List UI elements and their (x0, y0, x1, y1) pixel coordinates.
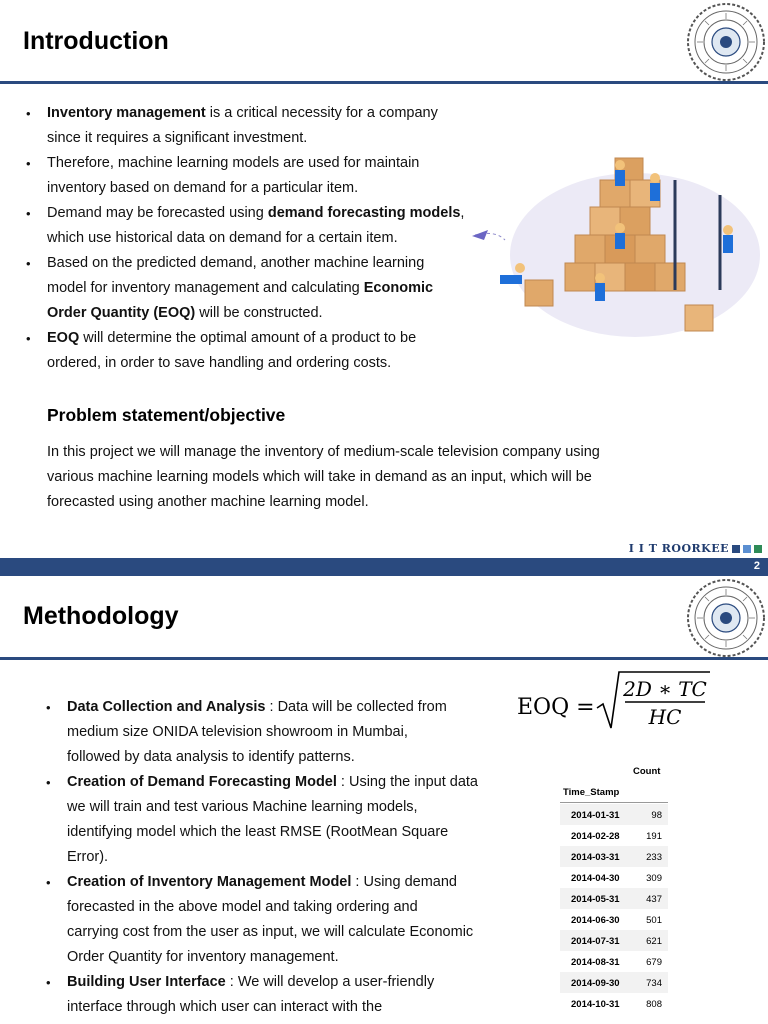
title-underline (0, 657, 768, 660)
row-date: 2014-08-31 (571, 957, 620, 968)
list-item: • Inventory management is a critical necessity for a company since it requires a significant investment. (23, 101, 473, 151)
table-row (560, 846, 668, 867)
brand-square-icon (754, 545, 762, 553)
row-date: 2014-04-30 (571, 873, 620, 884)
row-count: 233 (646, 852, 662, 863)
list-item: • Building User Interface : We will develop a user-friendly interface through which user can interact with the (43, 970, 513, 1020)
row-date: 2014-03-31 (571, 852, 620, 863)
row-count: 679 (646, 957, 662, 968)
bullet-icon: • (26, 206, 31, 221)
row-count: 437 (646, 894, 662, 905)
page-number: 2 (753, 560, 760, 572)
table-row (560, 867, 668, 888)
bullet-icon: • (46, 700, 51, 715)
table-row (560, 888, 668, 909)
problem-statement-text: In this project we will manage the inventory of medium-scale television company using various machine learning models which will take in demand as an input, which will be forecasted using another machine learning model. (47, 444, 600, 510)
brand-square-icon (732, 545, 740, 553)
list-item: • Based on the predicted demand, another machine learning model for inventory management and calculating Economic Order Quantity (EOQ) will be constructed. (23, 251, 473, 326)
iit-roorkee-brand: I I T ROORKEE (629, 542, 762, 555)
formula-numerator: 2D ∗ TC (623, 677, 707, 701)
formula-denominator: HC (648, 705, 682, 729)
bullet-icon: • (46, 775, 51, 790)
university-seal-icon (686, 578, 766, 658)
bullet-icon: • (26, 106, 31, 121)
bullet-icon: • (46, 875, 51, 890)
brand-square-icon (743, 545, 751, 553)
formula-lhs: EOQ = (517, 695, 595, 720)
title-underline (0, 81, 768, 84)
list-item: • Creation of Inventory Management Model : Using demand forecasted in the above model and taking ordering and carrying cost from the user as input, we will calculate Economic Order Quantity for inventory management. (43, 870, 513, 970)
bullet-icon: • (26, 156, 31, 171)
row-date: 2014-01-31 (571, 810, 620, 821)
row-count: 309 (646, 873, 662, 884)
row-date: 2014-06-30 (571, 915, 620, 926)
university-seal-icon (686, 2, 766, 82)
table-row (560, 972, 668, 993)
column-header-count: Count (633, 766, 661, 777)
footer-bar (0, 558, 768, 576)
table-row (560, 909, 668, 930)
row-date: 2014-09-30 (571, 978, 620, 989)
row-date: 2014-02-28 (571, 831, 620, 842)
bullet-icon: • (46, 975, 51, 990)
slide-methodology (0, 576, 768, 1024)
row-date: 2014-10-31 (571, 999, 620, 1010)
intro-bullet-list (23, 101, 473, 376)
page-title: Methodology (23, 602, 179, 630)
list-item: • Creation of Demand Forecasting Model : Using the input data we will train and test various Machine learning models, identifying model which the least RMSE (RootMean Square Error). (43, 770, 513, 870)
list-item: • Demand may be forecasted using demand forecasting models, which use historical data on demand for a certain item. (23, 201, 473, 251)
list-item: • Data Collection and Analysis : Data will be collected from medium size ONIDA television showroom in Mumbai, followed by data analysis to identify patterns. (43, 695, 513, 770)
row-count: 621 (646, 936, 662, 947)
eoq-formula (515, 664, 715, 734)
methodology-bullet-list (43, 695, 513, 1020)
page-title: Introduction (23, 27, 169, 55)
table-row (560, 930, 668, 951)
header-divider (560, 802, 668, 803)
list-item: • Therefore, machine learning models are used for maintain inventory based on demand for a particular item. (23, 151, 473, 201)
problem-statement-heading: Problem statement/objective (47, 405, 286, 425)
bullet-icon: • (26, 256, 31, 271)
row-count: 808 (646, 999, 662, 1010)
row-count: 734 (646, 978, 662, 989)
table-row (560, 804, 668, 825)
bullet-icon: • (26, 331, 31, 346)
table-row (560, 993, 668, 1014)
index-header-time-stamp: Time_Stamp (563, 787, 620, 798)
row-date: 2014-05-31 (571, 894, 620, 905)
table-row (560, 825, 668, 846)
table-row (560, 951, 668, 972)
row-count: 98 (651, 810, 662, 821)
row-count: 501 (646, 915, 662, 926)
list-item: • EOQ will determine the optimal amount of a product to be ordered, in order to save handling and ordering costs. (23, 326, 473, 376)
row-date: 2014-07-31 (571, 936, 620, 947)
row-count: 191 (646, 831, 662, 842)
warehouse-workers-illustration (470, 140, 760, 340)
